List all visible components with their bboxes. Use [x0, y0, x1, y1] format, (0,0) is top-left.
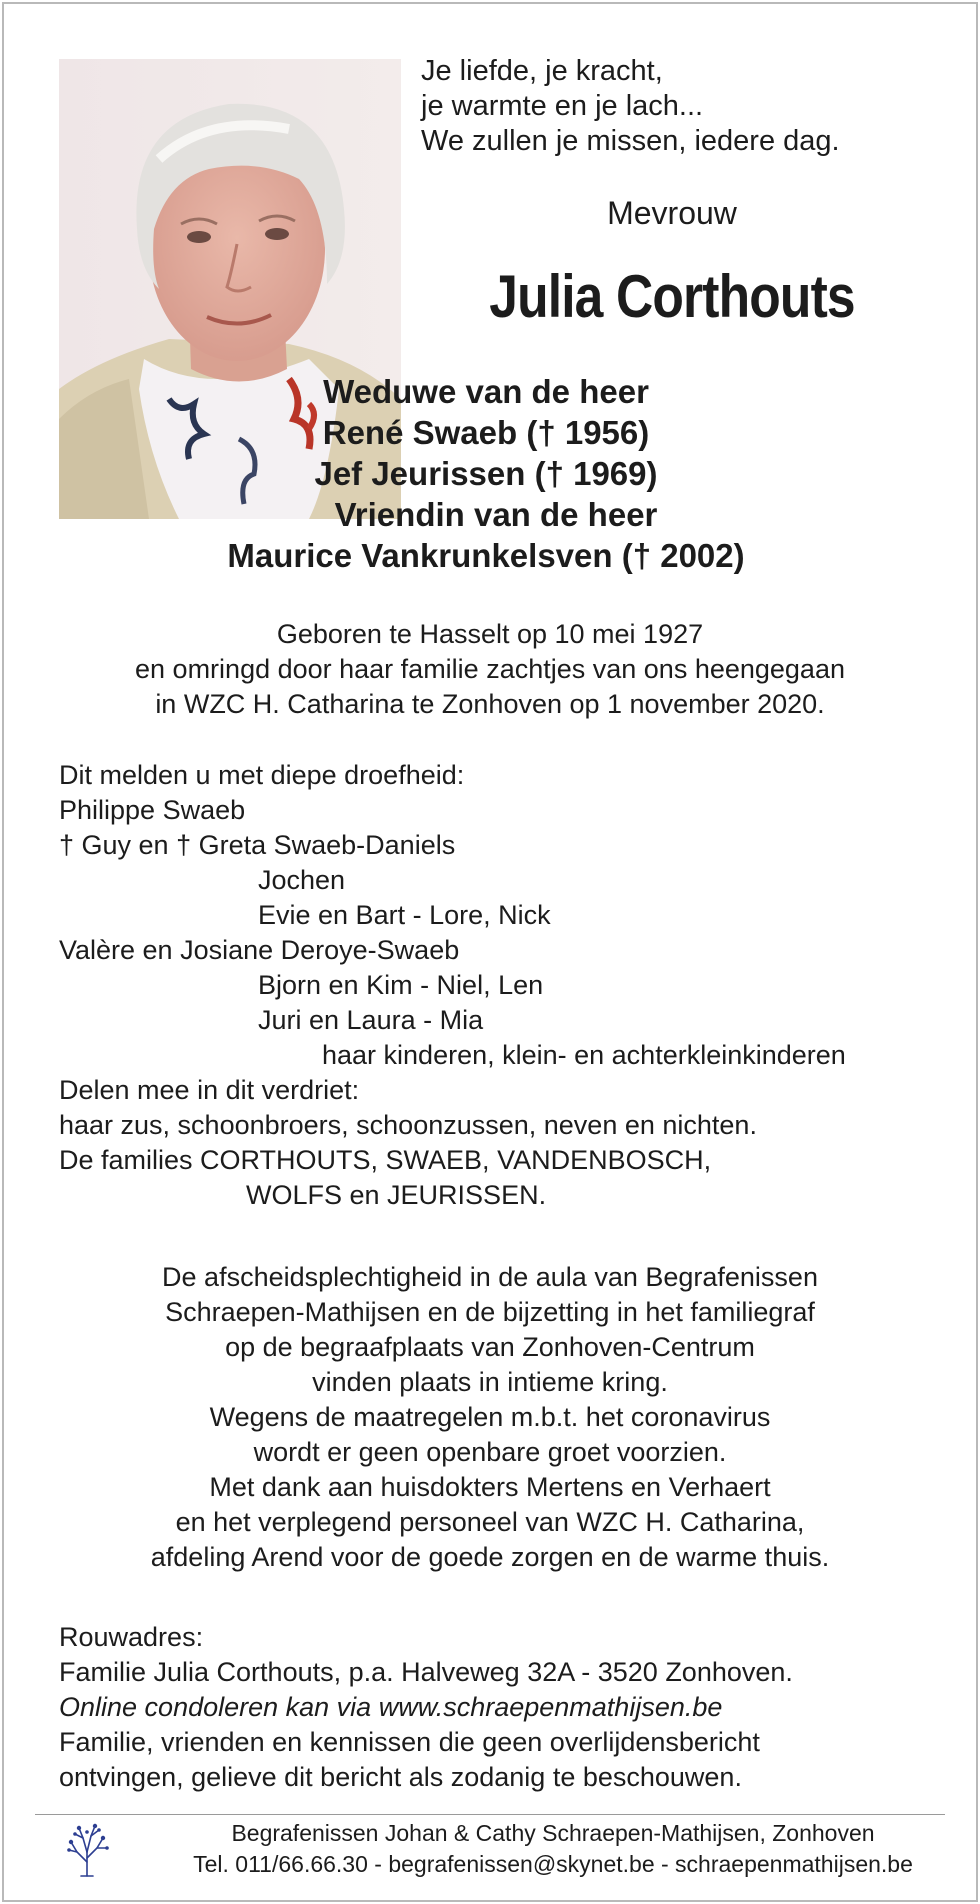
- relation-line: Weduwe van de heer: [323, 373, 649, 410]
- notice-line: ontvingen, gelieve dit bericht als zodanig te beschouwen.: [59, 1762, 742, 1792]
- family-line: Juri en Laura - Mia: [258, 1005, 484, 1035]
- relation-line: René Swaeb († 1956): [322, 414, 650, 451]
- birth-death-line: en omringd door haar familie zachtjes van ons heengegaan: [135, 654, 845, 684]
- family-line: Delen mee in dit verdriet:: [59, 1075, 360, 1105]
- funeral-line: op de begraafplaats van Zonhoven-Centrum: [225, 1332, 755, 1362]
- funeral-line: Wegens de maatregelen m.b.t. het coronavirus: [209, 1402, 771, 1432]
- funeral-home-name: Begrafenissen Johan & Cathy Schraepen-Mathijsen, Zonhoven: [231, 1820, 875, 1846]
- family-line: haar kinderen, klein- en achterkleinkinderen: [322, 1040, 846, 1070]
- verse-line: Je liefde, je kracht,: [421, 55, 663, 87]
- family-line: Bjorn en Kim - Niel, Len: [258, 970, 544, 1000]
- condolence-link[interactable]: Online condoleren kan via www.schraepenmathijsen.be: [59, 1692, 723, 1722]
- family-line: † Guy en † Greta Swaeb-Daniels: [59, 830, 456, 860]
- relation-line: Vriendin van de heer: [334, 496, 658, 533]
- address-line: Familie Julia Corthouts, p.a. Halveweg 32A - 3520 Zonhoven.: [59, 1657, 793, 1687]
- deceased-name: Julia Corthouts: [489, 263, 855, 330]
- verse-line: We zullen je missen, iedere dag.: [421, 125, 840, 157]
- funeral-home-contact: Tel. 011/66.66.30 - begrafenissen@skynet.be - schraepenmathijsen.be: [193, 1851, 913, 1877]
- funeral-line: wordt er geen openbare groet voorzien.: [253, 1437, 727, 1467]
- family-line: Evie en Bart - Lore, Nick: [258, 900, 551, 930]
- family-line: De families CORTHOUTS, SWAEB, VANDENBOSCH,: [59, 1145, 712, 1175]
- funeral-line: Met dank aan huisdokters Mertens en Verhaert: [209, 1472, 771, 1502]
- family-line: Dit melden u met diepe droefheid:: [59, 760, 465, 790]
- funeral-line: afdeling Arend voor de goede zorgen en de warme thuis.: [150, 1542, 830, 1572]
- salutation: Mevrouw: [607, 195, 737, 231]
- tree-icon: [63, 1822, 111, 1878]
- birth-death-line: Geboren te Hasselt op 10 mei 1927: [276, 619, 704, 649]
- relation-line: Maurice Vankrunkelsven († 2002): [227, 537, 745, 574]
- relation-line: Jef Jeurissen († 1969): [314, 455, 658, 492]
- footer-divider: [35, 1814, 945, 1815]
- family-line: Valère en Josiane Deroye-Swaeb: [59, 935, 460, 965]
- funeral-line: en het verplegend personeel van WZC H. Catharina,: [175, 1507, 805, 1537]
- funeral-line: vinden plaats in intieme kring.: [312, 1367, 668, 1397]
- family-line: Jochen: [258, 865, 346, 895]
- family-line: WOLFS en JEURISSEN.: [246, 1180, 547, 1210]
- funeral-line: De afscheidsplechtigheid in de aula van Begrafenissen: [162, 1262, 818, 1292]
- address-label: Rouwadres:: [59, 1622, 204, 1652]
- verse-line: je warmte en je lach...: [421, 90, 704, 122]
- family-line: Philippe Swaeb: [59, 795, 246, 825]
- family-line: haar zus, schoonbroers, schoonzussen, neven en nichten.: [59, 1110, 757, 1140]
- notice-line: Familie, vrienden en kennissen die geen overlijdensbericht: [59, 1727, 760, 1757]
- funeral-line: Schraepen-Mathijsen en de bijzetting in het familiegraf: [165, 1297, 815, 1327]
- birth-death-line: in WZC H. Catharina te Zonhoven op 1 november 2020.: [155, 689, 825, 719]
